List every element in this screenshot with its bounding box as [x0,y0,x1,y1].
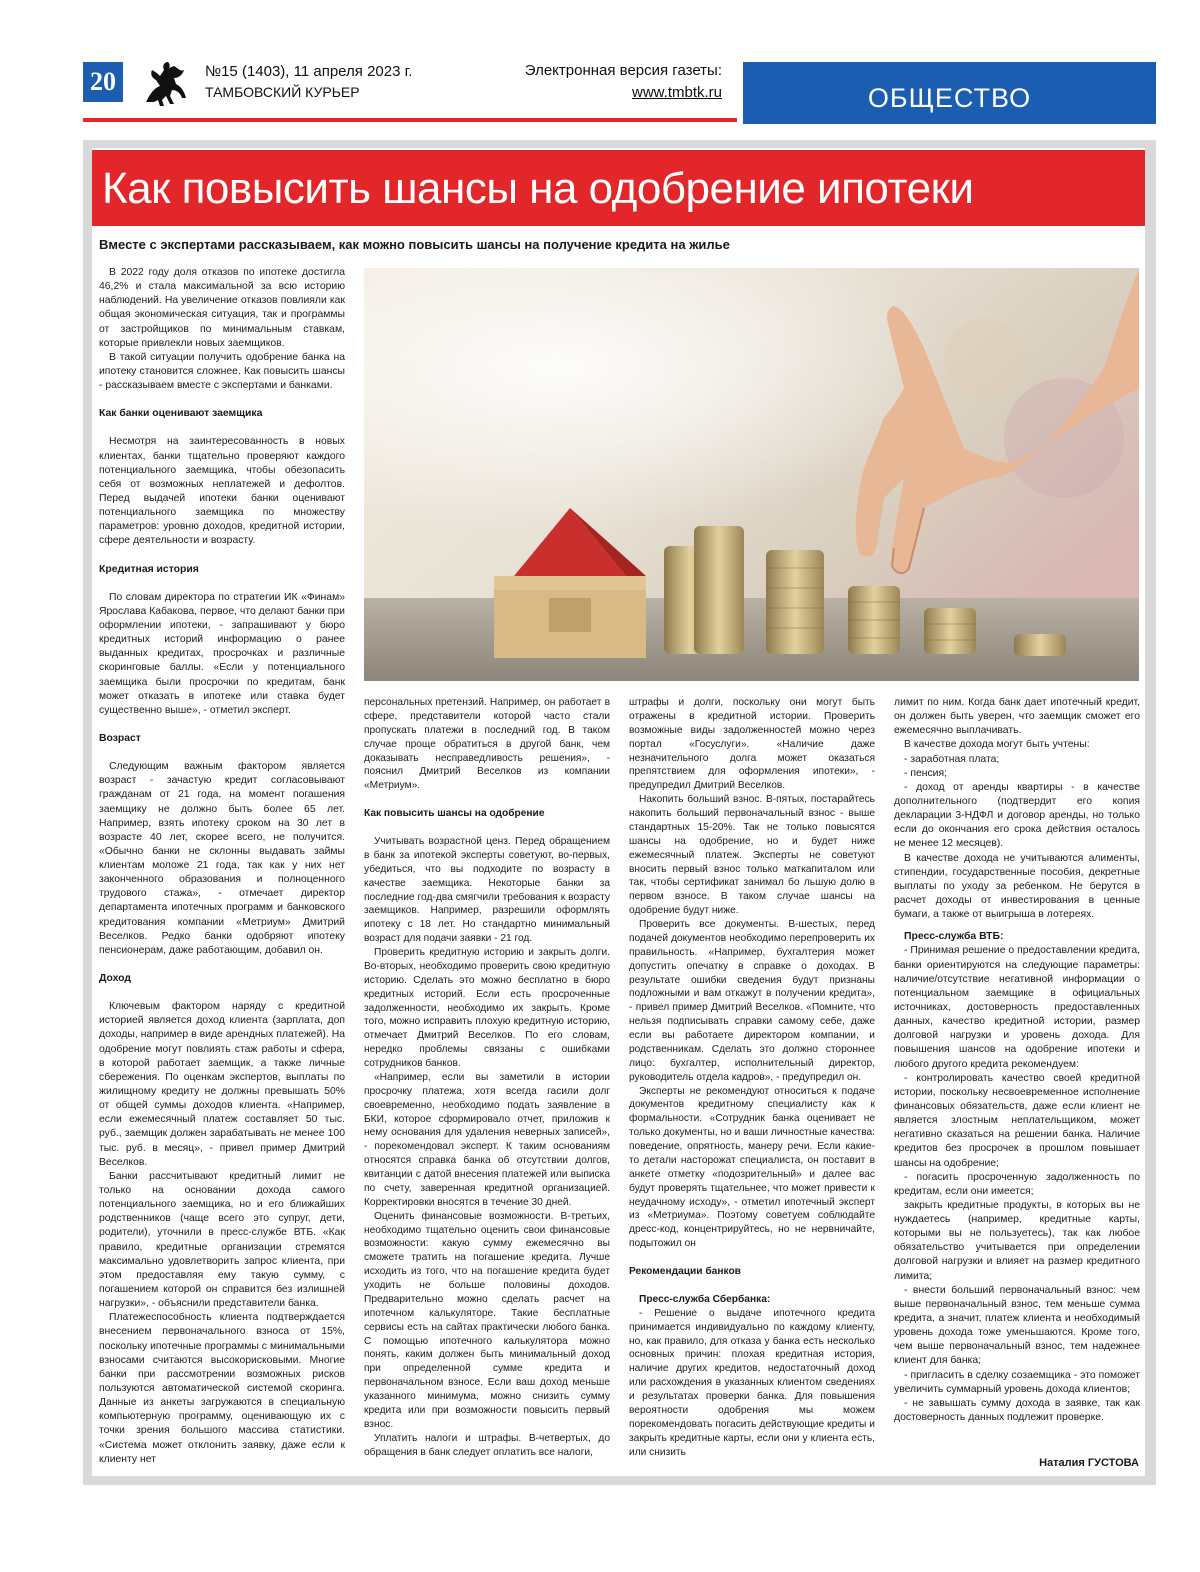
paragraph: По словам директора по стратегии ИК «Финам» Ярослава Кабакова, первое, что делают банки при оформлении ипотеки, - запрашивают у бюро кредитных историй информацию о ранее выданных кредитах, просрочках и различные скоринговые баллы. «Если у потенциального заемщика были просрочки по кредитам, банк может отказать в ипотеке или ставка будет существенно выше», - отметил эксперт. [99,591,345,716]
paragraph: - пригласить в сделку созаемщика - это поможет увеличить суммарный уровень дохода клиентов; [894,1369,1140,1395]
paragraph: Накопить больший взнос. В-пятых, постарайтесь накопить больший первоначальный взнос - выше стандартных 15-20%. Так не только повысятся шансы на одобрение, но и будет ниже ежемесячный платеж. Эксперты не советуют вносить первый взнос только маткапиталом или так, чтобы сертификат занимал бо льшую долю в первом взносе. В таком случае шансы на одобрение будут ниже. [629,794,875,917]
paragraph: В 2022 году доля отказов по ипотеке достигла 46,2% и стала максимальной за всю историю наблюдений. На увеличение отказов повлияли как общая экономическая ситуация, так и программы от застройщиков по минимальным ставкам, которые привлекли новых заемщиков. [99,267,345,349]
paragraph: Несмотря на заинтересованность в новых клиентах, банки тщательно проверяют каждого потенциального заемщика, чтобы обезопасить себя от возможных неплатежей и дефолтов. Перед выдачей ипотеки банки оценивают потенциального заемщика по множеству параметров: уровню доходов, кредитной истории, сфере деятельности и возрасту. [99,436,345,547]
paragraph: Платежеспособность клиента подтверждается внесением первоначального взноса от 15%, поскольку ипотечные программы с минимальными взносами считаются высокорисковыми. Многие банки при рассмотрении возможных рисков пользуются автоматической системой скоринга. Данные из анкеты загружаются в специальную компьютерную программу, оценивающую их с точки зрения большого массива статистики. «Система может отклонить заявку, даже если к клиенту нет [99,1312,345,1465]
section-subheading: Как повысить шансы на одобрение [364,808,545,820]
paragraph: закрыть кредитные продукты, в которых вы не нуждаетесь (например, кредитные карты, которыми вы не пользуетесь), так как любое обязательство учитывается при определении долговой нагрузки и влияет на размер кредитного лимита; [894,1199,1140,1282]
page-number: 20 [83,62,123,102]
paragraph: лимит по ним. Когда банк дает ипотечный кредит, он должен быть уверен, что заемщик сможет его ежемесячно выплачивать. [894,697,1140,737]
paragraph: Ключевым фактором наряду с кредитной историей является доход клиента (зарплата, доп доходы, например в виде арендных платежей). На одобрение могут повлиять стаж работы и сфера, в которой работает заемщик, а также личные сбережения. По оценкам экспертов, выплаты по жилищному кредиту не должны превышать 50% от общей суммы доходов клиента. «Например, если ежемесячный платеж составляет 50 тыс. руб., заемщик должен зарабатывать не менее 100 тыс. руб. в месяц», - привел пример Дмитрий Веселков. [99,1001,345,1168]
section-title: ОБЩЕСТВО [743,62,1156,124]
horse-rider-logo-icon [140,58,192,108]
paragraph: Эксперты не рекомендуют относиться к подаче документов кредитному специалисту как к формальности. «Сотрудник банка оценивает не только документы, но и ваши личностные качества: поведение, опрятность, манеру речи. Если какие-то детали насторожат специалиста, он поставит в анкете отметку «подозрительный» и далее вас будут проверять тщательнее, что может привести к неудачному исходу», - отметил ипотечный эксперт из «Метриума». Поэтому советуем соблюдайте дресс-код, концентрируйтесь, но не нервничайте, подытожил он [629,1085,875,1250]
website-link[interactable]: www.tmbtk.ru [631,84,722,101]
paragraph: Следующим важным фактором является возраст - зачастую кредит согласовывают гражданам от 21 года, на момент погашения заемщику не должно быть более 65 лет. Например, взять ипотеку сроком на 30 лет в возрасте 40 лет, скорее всего, не получится. «Обычно банки не склонны выдавать займы клиентам моложе 21 года, так как у них нет законченного образования и полноценного трудового стажа», - отмечает директор департамента ипотечных программ и банковского кредитования компании «Метриум» Дмитрий Веселков. Редко банки одобряют ипотеку пенсионерам, даже работающим, добавил он. [99,761,345,956]
article-author: Наталия ГУСТОВА [1039,1457,1139,1469]
paragraph: «Например, если вы заметили в истории просрочку платежа, хотя всегда гасили долг своевременно, необходимо подать заявление в БКИ, которое сформировало отчет, приложив к нему основания для удаления неверных записей», - порекомендовал эксперт. К таким основаниям относятся справка банка об отсутствии долгов, квитанции с датой внесения платежей или выписка по счету, заверенная кредитной организацией. Корректировки вносятся в течение 30 дней. [364,1071,610,1208]
article-lead: Вместе с экспертами рассказываем, как можно повысить шансы на получение кредита на жилье [99,237,730,252]
paragraph: - погасить просроченную задолженность по кредитам, если они имеется; [894,1171,1140,1197]
article-column-4 [894,696,1140,1425]
article-column-1 [99,266,345,1467]
paragraph: В такой ситуации получить одобрение банка на ипотеку становится сложнее. Как повысить шансы - рассказываем вместе с экспертами и банками. [99,351,345,392]
header-rule [83,118,737,122]
electronic-version [500,60,722,104]
paragraph: Оценить финансовые возможности. В-третьих, необходимо тщательно оценить свои финансовые возможности: какую сумму ежемесячно вы сможете тратить на погашение кредита. Лучше исходить из того, что на погашение кредита будет уходить не больше половины доходов. Предварительно можно сделать расчет на ипотечном калькуляторе. Такие бесплатные сервисы есть на сайтах практически любого банка. С помощью ипотечного калькулятора можно понять, каким должен быть минимальный доход при определенной сумме кредита и первоначальном взносе. Если ваш доход меньше указанного минимума, можно снизить сумму кредита или при возможности повысить первый взнос. [364,1210,610,1430]
paragraph: - внести больший первоначальный взнос: чем выше первоначальный взнос, тем меньше сумма кредита, а значит, платеж клиента и необходимый уровень дохода тоже уменьшаются. Кроме того, чем выше первоначальный взнос, тем надежнее клиент для банка; [894,1284,1140,1367]
electronic-version-label: Электронная версия газеты: [524,62,722,79]
paragraph: - Решение о выдаче ипотечного кредита принимается индивидуально по каждому клиенту, но, как правило, для отказа у банка есть несколько основных причин: плохая кредитная история, наличие других кредитов, недостаточный доход или расхождения в указанных клиентом сведениях и результатах проверки банка. Для повышения вероятности одобрения мы можем порекомендовать погасить действующие кредиты и закрыть кредитные карты, если они у клиента есть, или снизить [629,1307,875,1458]
section-subheading: Рекомендации банков [629,1266,741,1277]
paragraph: В качестве дохода могут быть учтены: [904,739,1090,751]
paragraph: В качестве дохода не учитываются алименты, стипендии, государственные пособия, декретные выплаты по уходу за ребенком. Не берутся в расчет доходы от инвестирования в ценные бумаги, а также от выигрыша в лотереях. [894,852,1140,921]
section-subheading: Кредитная история [99,563,199,575]
article-title: Как повысить шансы на одобрение ипотеки [102,164,974,213]
article-column-3 [629,696,875,1459]
issue-number: №15 (1403), 11 апреля 2023 г. [205,63,413,80]
paragraph: - заработная плата; [904,753,1000,765]
article-photo [364,268,1139,681]
article-column-2 [364,696,610,1459]
paragraph: - Принимая решение о предоставлении кредита, банки ориентируются на следующие параметры: наличие/отсутствие негативной информации о потенциальном заемщике в официальных источниках, достоверность предоставленных данных, качество кредитной истории, размер долговой нагрузки и уровень дохода. Для повышения шансов на одобрение ипотеки и любого другого кредита рекомендуем: [894,945,1140,1070]
issue-info [205,62,412,102]
paragraph: Учитывать возрастной ценз. Перед обращением в банк за ипотекой эксперты советуют, во-первых, убедиться, что вы подходите по возрасту в качестве заемщика. Некоторые банки за последние год-два смягчили требования к возрасту заемщиков. Например, разрешили оформлять ипотеку с 18 лет. Но стандартно минимальный возраст для подачи заявки - 21 год. [364,836,610,945]
paragraph: - не завышать сумму дохода в заявке, так как достоверность данных подлежит проверке. [894,1397,1140,1424]
newspaper-name: ТАМБОВСКИЙ КУРЬЕР [205,84,360,100]
paragraph: - доход от аренды квартиры - в качестве дополнительного (подтвердит его копия декларации 3-НДФЛ и договор аренды, но только если до окончания его срока действия осталось не менее 12 месяцев). [894,781,1140,850]
paragraph: персональных претензий. Например, он работает в сфере, представители которой часто стали пропускать платежи в последний год. В таком случае проще обратиться в другой банк, чем доказывать несправедливость решения», - пояснил Дмитрий Веселков из компании «Метриум». [364,697,610,792]
section-subheading: Как банки оценивают заемщика [99,408,263,420]
section-subheading: Возраст [99,732,141,744]
paragraph: Банки рассчитывают кредитный лимит не только на основании дохода самого потенциального заемщика, но и его ближайших родственников (чаще всего это супруг, дети, родители), уточнили в пресс-службе ВТБ. «Как правило, кредитные организации стремятся максимально удовлетворить запрос клиента, при этом предоставляя ему такую сумму, с погашением которой он справится без излишней нагрузки», - объяснили представители банка. [99,1170,345,1310]
press-service-heading: Пресс-служба Сбербанка: [639,1293,771,1305]
paragraph: - контролировать качество своей кредитной истории, поскольку несвоевременное исполнение финансовых обязательств, даже если клиент не является злостным неплательщиком, может негативно сказаться на решении банка. Наличие кредитов без просрочек в прошлом повышает шансы на одобрение; [894,1072,1140,1169]
section-subheading: Доход [99,973,131,985]
paragraph: штрафы и долги, поскольку они могут быть отражены в кредитной истории. Проверить возможные виды задолженностей можно через портал «Госуслуги». «Наличие даже незначительного долга может оказаться препятствием для оформления ипотеки», - предупредил Дмитрий Веселков. [629,697,875,792]
paragraph: Уплатить налоги и штрафы. В-четвертых, до обращения в банк следует оплатить все налоги, [364,1432,610,1458]
press-service-heading: Пресс-служба ВТБ: [904,931,1004,943]
headline-bar [92,150,1145,226]
paragraph: Проверить все документы. В-шестых, перед подачей документов необходимо перепроверить их правильность. «Например, бухгалтерия может допустить опечатку в справке о доходах. В результате ошибки сведения будут признаны подложными и вам откажут в получении кредита», - привел пример Дмитрий Веселков. «Помните, что нельзя подписывать справки самому себе, даже если вы работаете директором компании, и родственникам. Сделать это должно стороннее лицо: бухгалтер, исполнительный директор, руководитель отдела кадров», - предупредил он. [629,919,875,1083]
paragraph: Проверить кредитную историю и закрыть долги. Во-вторых, необходимо проверить свою кредитную историю. Сделать это можно бесплатно в бюро кредитных историй. Если есть просроченные задолженности, необходимо их закрыть. Кроме того, можно исправить плохую кредитную историю, отмечает Дмитрий Веселков. По его словам, нередко проблемы связаны с ошибками сотрудников банков. [364,947,610,1069]
paragraph: - пенсия; [904,767,948,779]
